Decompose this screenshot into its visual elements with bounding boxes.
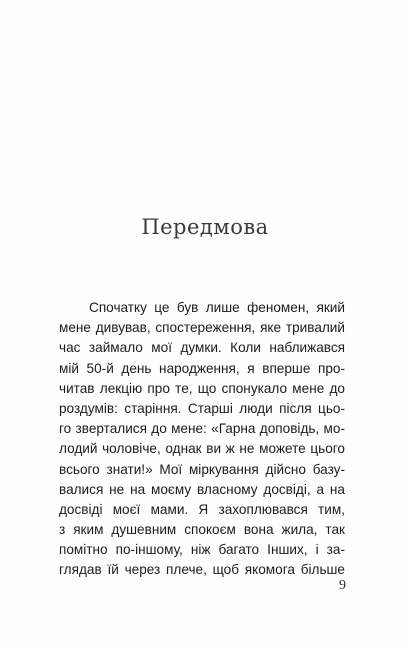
text-line: валися не на моєму власному досвіді, а на [59, 481, 345, 497]
text-line: помітно по-іншому, ніж багато Інших, і за- [59, 542, 345, 558]
text-line: всього знати!» Мої міркування дійсно базу- [59, 461, 345, 477]
text-line: час займало мої думки. Коли наближався [59, 340, 345, 356]
text-line: мене дивував, спостереження, яке тривалий [59, 320, 345, 336]
text-line: лодий чоловіче, однак ви ж не можете цього [59, 441, 345, 457]
text-line: глядав їй через плече, щоб якомога більше [59, 562, 345, 578]
text-line: роздумів: старіння. Старші люди після цьо- [59, 400, 345, 416]
page-number: 9 [339, 578, 346, 593]
body-paragraph [59, 298, 345, 581]
text-line: мій 50-й день народження, я вперше про- [59, 360, 345, 376]
text-line: Спочатку це був лише феномен, який [89, 300, 345, 315]
text-line: з яким душевним спокоєм вона жила, так [59, 522, 345, 538]
text-line: го зверталися до мене: «Гарна доповідь, мо- [59, 421, 345, 437]
text-line: досвіді моєї мами. Я захоплювався тим, [59, 501, 345, 517]
chapter-title: Передмова [141, 215, 269, 239]
text-line: читав лекцію про те, що спонукало мене до [59, 380, 345, 396]
